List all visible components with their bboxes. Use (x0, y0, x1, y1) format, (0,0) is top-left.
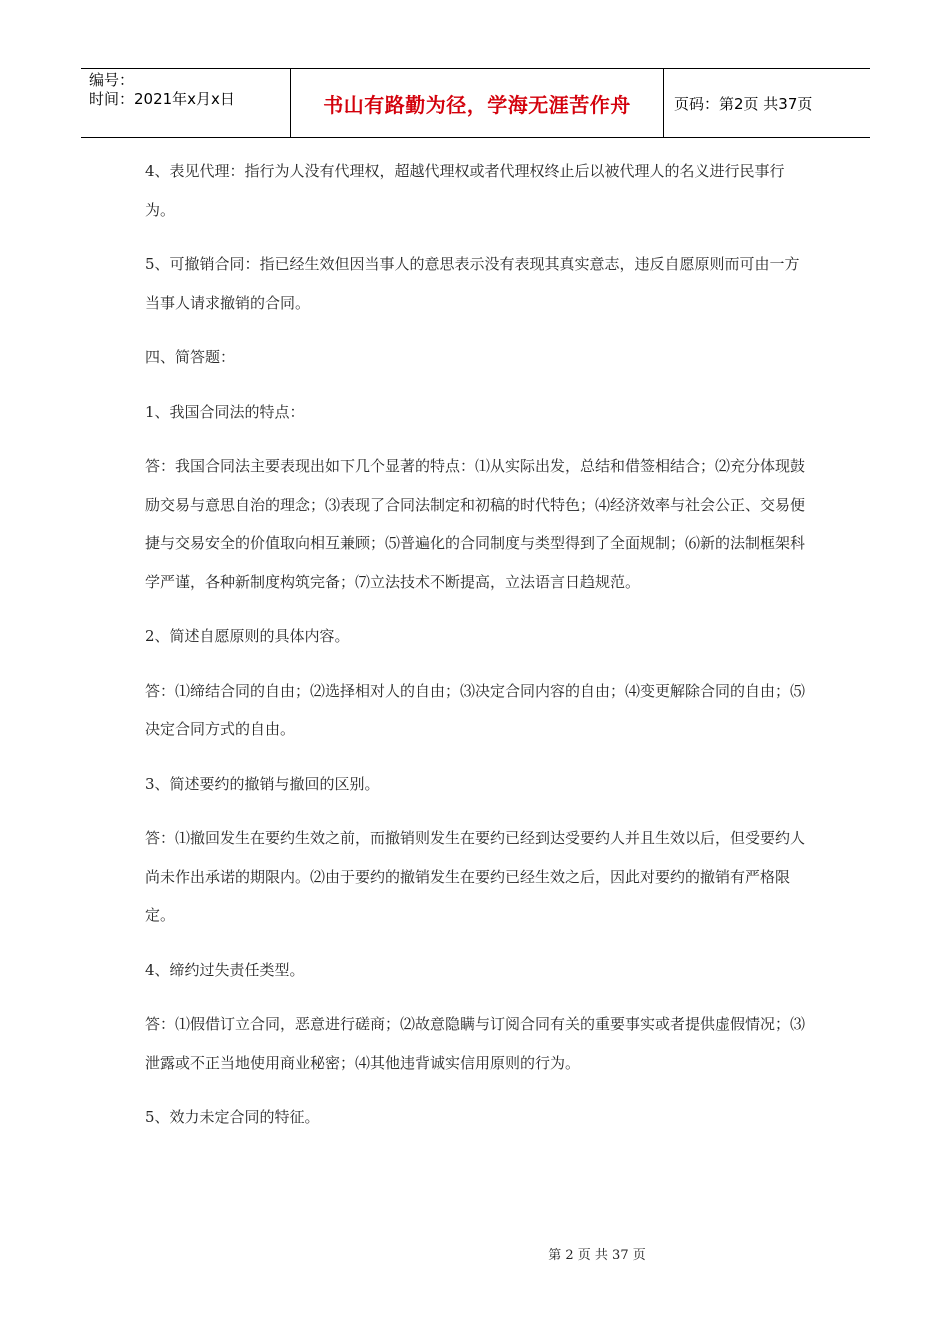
page-header (81, 68, 870, 138)
question: 3、简述要约的撤销与撤回的区别。 (145, 774, 380, 793)
question: 2、简述自愿原则的具体内容。 (145, 627, 350, 645)
page-footer (0, 1244, 950, 1263)
header-page-info: 页码：第2页 共37页 (674, 94, 813, 113)
answer: 答：我国合同法主要表现出如下几个显著的特点：⑴从实际出发，总结和借签相结合；⑵充分体现鼓励交易与意思自治的理念；⑶表现了合同法制定和初稿的时代特色；⑷经济效率与社会公正、交易便捷与交易安全的价值取向相互兼顾；⑸普遍化的合同制度与类型得到了全面规制；⑹新的法制框架科学严谨，各种新制度构筑完备；⑺立法技术不断提高，立法语言日趋规范。 (145, 457, 806, 591)
question: 4、缔约过失责任类型。 (145, 960, 305, 979)
time-label: 时间：2021年x月x日 (89, 90, 235, 108)
paragraph: 4、表见代理：指行为人没有代理权，超越代理权或者代理权终止后以被代理人的名义进行民事行为。 (145, 162, 785, 219)
document-body (145, 152, 805, 1153)
answer: 答：⑴撤回发生在要约生效之前，而撤销则发生在要约已经到达受要约人并且生效以后，但受要约人尚未作出承诺的期限内。⑵由于要约的撤销发生在要约已经生效之后，因此对要约的撤销有严格限定。 (145, 829, 806, 924)
answer: 答：⑴假借订立合同，恶意进行磋商；⑵故意隐瞒与订阅合同有关的重要事实或者提供虚假情况；⑶泄露或不正当地使用商业秘密；⑷其他违背诚实信用原则的行为。 (145, 1015, 806, 1072)
number-label: 编号： (89, 71, 135, 89)
header-meta (81, 69, 291, 137)
section-heading: 四、简答题： (145, 348, 236, 366)
paragraph: 5、可撤销合同：指已经生效但因当事人的意思表示没有表现其真实意志，违反自愿原则而可由一方当事人请求撤销的合同。 (145, 255, 800, 312)
footer-page-number: 第 2 页 共 37 页 (548, 1248, 646, 1263)
header-motto: 书山有路勤为径，学海无涯苦作舟 (291, 69, 664, 137)
question: 5、效力未定合同的特征。 (145, 1108, 320, 1126)
question: 1、我国合同法的特点： (145, 402, 305, 421)
answer: 答：⑴缔结合同的自由；⑵选择相对人的自由；⑶决定合同内容的自由；⑷变更解除合同的自由；⑸决定合同方式的自由。 (145, 681, 806, 738)
